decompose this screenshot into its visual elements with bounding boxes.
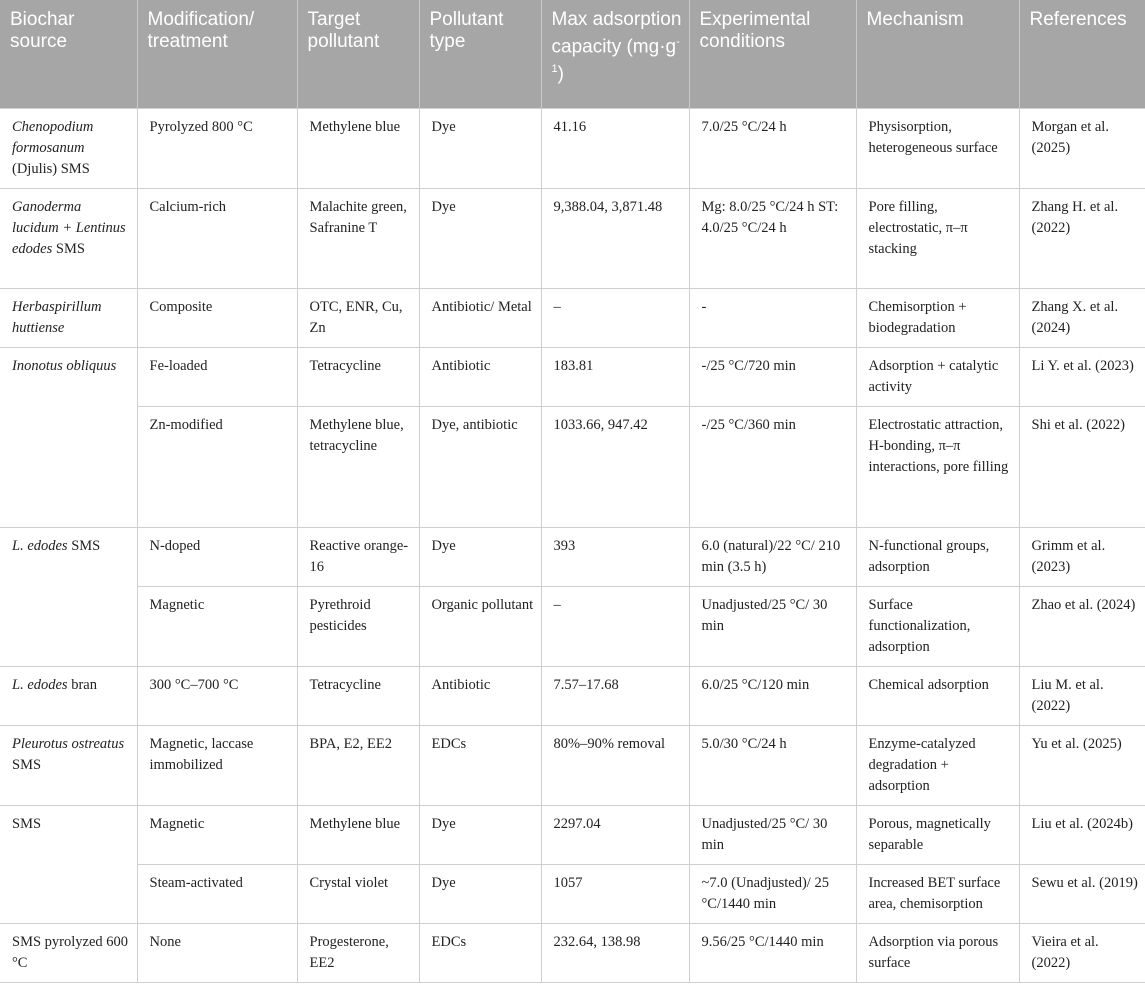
cell-modification: Fe-loaded	[137, 347, 297, 406]
cell-mechanism: Adsorption via porous surface	[856, 923, 1019, 982]
cell-modification: N-doped	[137, 527, 297, 586]
header-modification: Modification/ treatment	[137, 0, 297, 108]
cell-source	[0, 923, 137, 982]
cell-conditions: -	[689, 288, 856, 347]
cell-target: OTC, ENR, Cu, Zn	[297, 288, 419, 347]
cell-source	[0, 725, 137, 805]
cell-modification: Composite	[137, 288, 297, 347]
cell-type: Dye	[419, 108, 541, 188]
source-italic: Chenopodium formosanum	[12, 118, 94, 156]
cell-reference: Li Y. et al. (2023)	[1019, 347, 1145, 406]
cell-capacity: 2297.04	[541, 805, 689, 864]
header-target-pollutant: Target pollutant	[297, 0, 419, 108]
cell-type: Dye, antibiotic	[419, 406, 541, 527]
header-row	[0, 0, 1145, 108]
source-italic: L. edodes	[12, 676, 68, 693]
cell-capacity: 232.64, 138.98	[541, 923, 689, 982]
cell-mechanism: Porous, magnetically separable	[856, 805, 1019, 864]
cell-target: BPA, E2, EE2	[297, 725, 419, 805]
cell-modification: Pyrolyzed 800 °C	[137, 108, 297, 188]
cell-reference: Shi et al. (2022)	[1019, 406, 1145, 527]
cell-capacity: 1057	[541, 864, 689, 923]
cell-reference: Sewu et al. (2019)	[1019, 864, 1145, 923]
source-italic: Pleurotus ostreatus	[12, 735, 125, 752]
cell-target: Pyrethroid pesticides	[297, 586, 419, 666]
cell-capacity: 393	[541, 527, 689, 586]
cell-capacity: 1033.66, 947.42	[541, 406, 689, 527]
cell-target: Crystal violet	[297, 864, 419, 923]
cell-capacity: 41.16	[541, 108, 689, 188]
table-row	[0, 586, 1145, 666]
source-italic: Herbaspirillum huttiense	[12, 298, 102, 336]
cell-target: Methylene blue	[297, 805, 419, 864]
header-mechanism: Mechanism	[856, 0, 1019, 108]
cell-target: Tetracycline	[297, 347, 419, 406]
table-row	[0, 406, 1145, 527]
cell-capacity: 9,388.04, 3,871.48	[541, 188, 689, 288]
cell-target: Tetracycline	[297, 666, 419, 725]
cell-target: Methylene blue	[297, 108, 419, 188]
cell-type: Dye	[419, 188, 541, 288]
cell-conditions: Mg: 8.0/25 °C/24 h ST: 4.0/25 °C/24 h	[689, 188, 856, 288]
header-superscript: -1	[551, 36, 680, 76]
cell-reference: Zhang H. et al. (2022)	[1019, 188, 1145, 288]
cell-modification: Steam-activated	[137, 864, 297, 923]
cell-modification: Magnetic	[137, 586, 297, 666]
source-plain: SMS	[12, 756, 42, 773]
cell-conditions: 7.0/25 °C/24 h	[689, 108, 856, 188]
cell-conditions: 9.56/25 °C/1440 min	[689, 923, 856, 982]
source-plain: SMS	[52, 240, 85, 257]
cell-reference: Morgan et al. (2025)	[1019, 108, 1145, 188]
cell-type: Antibiotic	[419, 347, 541, 406]
source-italic: Ganoderma lucidum + Lentinus edodes	[12, 198, 126, 257]
source-plain: SMS	[67, 537, 101, 554]
table-row	[0, 805, 1145, 864]
cell-conditions: -/25 °C/360 min	[689, 406, 856, 527]
cell-mechanism: Electrostatic attraction, H-bonding, π–π interactions, pore filling	[856, 406, 1019, 527]
cell-source	[0, 108, 137, 188]
cell-target: Malachite green, Safranine T	[297, 188, 419, 288]
header-references: References	[1019, 0, 1145, 108]
table-row	[0, 923, 1145, 982]
cell-target: Progesterone, EE2	[297, 923, 419, 982]
cell-source	[0, 666, 137, 725]
source-plain: SMS	[12, 815, 42, 832]
cell-type: EDCs	[419, 725, 541, 805]
cell-mechanism: Increased BET surface area, chemisorption	[856, 864, 1019, 923]
cell-mechanism: Surface functionalization, adsorption	[856, 586, 1019, 666]
cell-conditions: Unadjusted/25 °C/ 30 min	[689, 805, 856, 864]
table-row	[0, 527, 1145, 586]
cell-mechanism: Physisorption, heterogeneous surface	[856, 108, 1019, 188]
cell-conditions: 6.0 (natural)/22 °C/ 210 min (3.5 h)	[689, 527, 856, 586]
cell-type: Dye	[419, 527, 541, 586]
cell-capacity: –	[541, 288, 689, 347]
cell-source	[0, 527, 137, 666]
table-row	[0, 864, 1145, 923]
cell-capacity: –	[541, 586, 689, 666]
table-row	[0, 347, 1145, 406]
cell-capacity: 7.57–17.68	[541, 666, 689, 725]
cell-modification: Zn-modified	[137, 406, 297, 527]
table-row	[0, 725, 1145, 805]
source-plain: (Djulis) SMS	[12, 160, 90, 177]
header-close-paren: )	[557, 63, 564, 85]
cell-reference: Zhang X. et al. (2024)	[1019, 288, 1145, 347]
cell-modification: None	[137, 923, 297, 982]
cell-type: EDCs	[419, 923, 541, 982]
table-row	[0, 288, 1145, 347]
cell-mechanism: Enzyme-catalyzed degradation + adsorption	[856, 725, 1019, 805]
cell-type: Organic pollutant	[419, 586, 541, 666]
cell-capacity: 183.81	[541, 347, 689, 406]
header-max-capacity-text: Max adsorption capacity (mg·g	[551, 9, 682, 58]
table-row	[0, 108, 1145, 188]
cell-type: Antibiotic	[419, 666, 541, 725]
cell-capacity: 80%–90% removal	[541, 725, 689, 805]
cell-reference: Liu et al. (2024b)	[1019, 805, 1145, 864]
cell-conditions: Unadjusted/25 °C/ 30 min	[689, 586, 856, 666]
cell-target: Methylene blue, tetracycline	[297, 406, 419, 527]
cell-mechanism: Pore filling, electrostatic, π–π stacking	[856, 188, 1019, 288]
header-experimental-conditions: Experimental conditions	[689, 0, 856, 108]
cell-mechanism: Adsorption + catalytic activity	[856, 347, 1019, 406]
cell-modification: Calcium-rich	[137, 188, 297, 288]
table-row	[0, 666, 1145, 725]
source-plain: bran	[67, 676, 97, 693]
cell-conditions: 6.0/25 °C/120 min	[689, 666, 856, 725]
header-max-capacity	[541, 0, 689, 108]
source-italic: L. edodes	[12, 537, 68, 554]
cell-mechanism: Chemical adsorption	[856, 666, 1019, 725]
header-pollutant-type: Pollutant type	[419, 0, 541, 108]
table-row	[0, 188, 1145, 288]
cell-conditions: ~7.0 (Unadjusted)/ 25 °C/1440 min	[689, 864, 856, 923]
cell-conditions: -/25 °C/720 min	[689, 347, 856, 406]
cell-source	[0, 188, 137, 288]
cell-type: Dye	[419, 805, 541, 864]
cell-source	[0, 805, 137, 923]
cell-mechanism: N-functional groups, adsorption	[856, 527, 1019, 586]
cell-modification: Magnetic, laccase immobilized	[137, 725, 297, 805]
cell-reference: Yu et al. (2025)	[1019, 725, 1145, 805]
cell-reference: Grimm et al. (2023)	[1019, 527, 1145, 586]
cell-reference: Vieira et al. (2022)	[1019, 923, 1145, 982]
cell-source	[0, 347, 137, 527]
cell-target: Reactive orange-16	[297, 527, 419, 586]
cell-conditions: 5.0/30 °C/24 h	[689, 725, 856, 805]
cell-modification: 300 °C–700 °C	[137, 666, 297, 725]
source-italic: Inonotus obliquus	[12, 357, 117, 374]
cell-modification: Magnetic	[137, 805, 297, 864]
cell-source	[0, 288, 137, 347]
source-plain: SMS pyrolyzed 600 °C	[12, 933, 128, 971]
cell-reference: Liu M. et al. (2022)	[1019, 666, 1145, 725]
cell-type: Antibiotic/ Metal	[419, 288, 541, 347]
header-biochar-source: Biochar source	[0, 0, 137, 108]
cell-type: Dye	[419, 864, 541, 923]
cell-reference: Zhao et al. (2024)	[1019, 586, 1145, 666]
cell-mechanism: Chemisorption + biodegradation	[856, 288, 1019, 347]
